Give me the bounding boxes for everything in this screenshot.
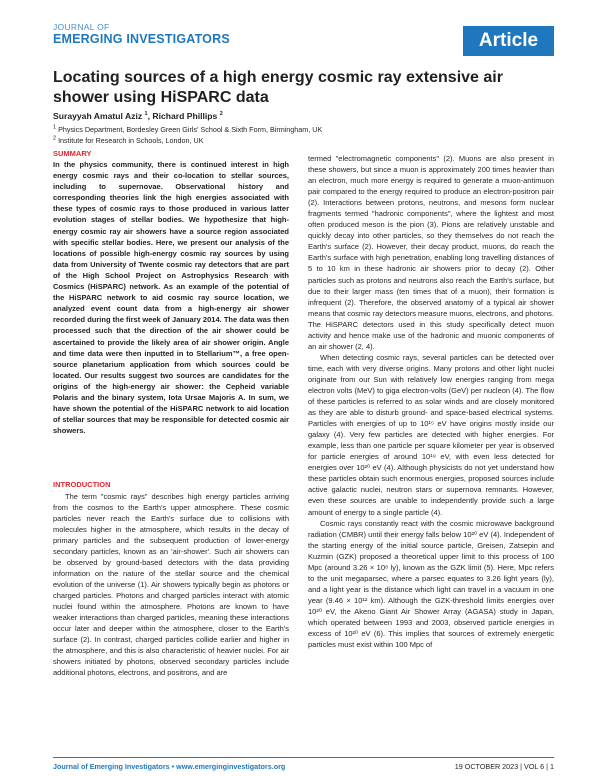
summary-text: In the physics community, there is continued interest in high energy cosmic rays and their co-location to stellar sources, including to supernovae. Observational history and corresponding theories link the high energies associated with these types of cosmic rays to those produced in various latter evolution stages of stellar bodies. We hypothesize that high-energy cosmic ray air showers have a source region associated with specific stellar bodies. Here, we present our analysis of the locations of possible high-energy cosmic ray sources by using data from University of Twente cosmic ray detectors that are part of the High School Project on Astrophysics Research with Cosmics (HiSPARC) network. As an example of the potential of the HiSPARC network to aid cosmic ray source location, we analyzed event count data from a high-energy air shower recorded during the first week of January 2014. The data was then processed such that the direction of the air shower could be ascertained to provide the likely area of air shower origin. Angle and time data were then inputted in to Stellarium™, a free open-source planetarium application from which sources could be located. Our results suggest two sources are candidates for the origins of the high-energy air shower: the Cepheid variable Polaris and the binary system, Iota Ursae Majoris A. In sum, we have shown the potential of the HiSPARC network to aid location of stellar sources that may be responsible for detected cosmic air showers.	[53, 160, 289, 436]
author-affil-mark: 2	[219, 111, 223, 118]
footer-date-volume-page: 19 OCTOBER 2023 | VOL 6 | 1	[454, 762, 554, 771]
right-column-body	[308, 153, 554, 751]
introduction-body	[53, 491, 289, 751]
affiliation	[53, 124, 322, 135]
article-title: Locating sources of a high energy cosmic ray extensive air shower using HiSPARC data	[53, 69, 503, 106]
paragraph: The term "cosmic rays" describes high energy particles arriving from the cosmos to the Earth's upper atmosphere. These cosmic particles never reach the Earth's surface due to collisions with molecules higher in the atmosphere, which results in the decay of primary particles and the subsequent production of lower-energy secondary particles, known as an 'air-shower'. Such air showers can be observed by ground-based detectors with the data providing information on the nature of the stellar source and the chemical evolution of the universe (1). Air showers typically begin as photons or charged particles. Photons and charged particles interact with atomic nuclei found within the atmosphere. Photons are known to have weaker interactions than charged particles, meaning these interactions occur later and deeper within the atmosphere, closer to the Earth's surface (2). In contrast, charged particles collide earlier and higher in the atmosphere, and this is also characteristic of heavier nuclei. For air showers initiated by photons, observed secondary particles include additional photons, electrons, and positrons, and are	[53, 492, 289, 677]
logo-top-text: JOURNAL OF	[53, 22, 110, 32]
affiliation-list	[53, 124, 322, 146]
author-list: Surayyah Amatul Aziz $^1$, Richard Phillips $^2$	[53, 111, 223, 121]
footer-journal-link[interactable]: Journal of Emerging Investigators • www.emerginginvestigators.org	[53, 762, 286, 771]
author-name: Surayyah Amatul Aziz	[53, 111, 143, 121]
affiliation-text: Physics Department, Bordesley Green Girls' School & Sixth Form, Birmingham, UK	[58, 125, 323, 134]
author-affil-mark: 1	[144, 111, 148, 118]
logo-bottom-text: EMERGING INVESTIGATORS	[53, 32, 230, 46]
affiliation-mark: 1	[53, 124, 57, 131]
affiliation-mark: 2	[53, 135, 57, 142]
journal-logo	[53, 23, 230, 46]
author-name: Richard Phillips	[152, 111, 218, 121]
paragraph: When detecting cosmic rays, several particles can be detected over time, each with very diverse origins. Many protons and other light nuclei originate from our Sun with relatively low energies ranging from mega electron volts (MeV) to giga electron-volts (GeV) per nucleon (4). The flow of these particles is referred to as solar winds and are closely monitored as they are able to disturb ground- and space-based electrical systems. Particles with energies of up to 10¹⁵ eV have origins mostly inside our galaxy (4). Very few particles are detected with higher energies. For example, less than one particle per square kilometer per year is observed for particle energies of around 10¹⁹ eV, with even less detected for energies over 10²⁰ eV (4). Although physicists do not yet understand how these particles obtain such enormous energies, proposed sources include active galactic nuclei, neutron stars or supernova remnants. However, even these sources are unable to independently provide such a large amount of energy to a single particle (4).	[308, 352, 554, 517]
affiliation	[53, 135, 322, 146]
footer-divider	[53, 757, 554, 758]
introduction-heading: INTRODUCTION	[53, 480, 111, 489]
paragraph: termed "electromagnetic components" (2). Muons are also present in these showers, but since a muon is approximately 200 times heavier than an electron, much more energy is required to generate a muon-antimuon pair compared to the energy required to produce an electron-positron pair (2). Interactions between protons, neutrons, and mesons form nuclear fragments termed "hadronic components", where the lightest and most often produced meson is the pion (3). Pions are relatively unstable and quickly decay into other particles, so they themselves do not reach the Earth's surface (2). However, their decay product, muons, do reach the Earth's surface with high penetration, enabling long travelling distances of 5 to 10 km in these hadronic air showers prior to decay (2). Other particles such as protons and neutrons also reach the Earth's surface, but due to their larger mass (ten times that of a muon), their formation is infrequent (2). Therefore, the observed anatomy of a typical air shower means that cosmic ray detectors measure muons, electrons, and photons. The HiSPARC detectors used in this study specifically detect muon activity and hence make use of the hadronic and muonic components of an air shower (2, 4).	[308, 154, 554, 351]
affiliation-text: Institute for Research in Schools, London, UK	[58, 136, 204, 145]
summary-heading: SUMMARY	[53, 149, 92, 158]
article-type-badge: Article	[463, 26, 554, 56]
paragraph: Cosmic rays constantly react with the cosmic microwave background radiation (CMBR) until their energy falls below 10²⁰ eV (4). Independent of the starting energy of the initial source particle, Greisen, Zatsepin and Kuzmin (GZK) proposed a theoretical upper limit to this process of 100 Mpc (around 3.26 × 10⁸ ly), known as the GZK limit (5). Here, Mpc refers to the unit megaparsec, where a parsec equates to 3.26 light years (ly), and a light year is the distance which light can travel in a vacuum in one year (9.46 × 10¹² km). Although the GZK-threshold limits energies over 10²⁰ eV, the Akeno Giant Air Shower Array (AGASA) study in Japan, which operated between 1993 and 2003, observed particle energies in excess of 10²⁰ eV (6). This implies that sources of extremely energetic particles must exist within 100 Mpc of	[308, 518, 554, 650]
